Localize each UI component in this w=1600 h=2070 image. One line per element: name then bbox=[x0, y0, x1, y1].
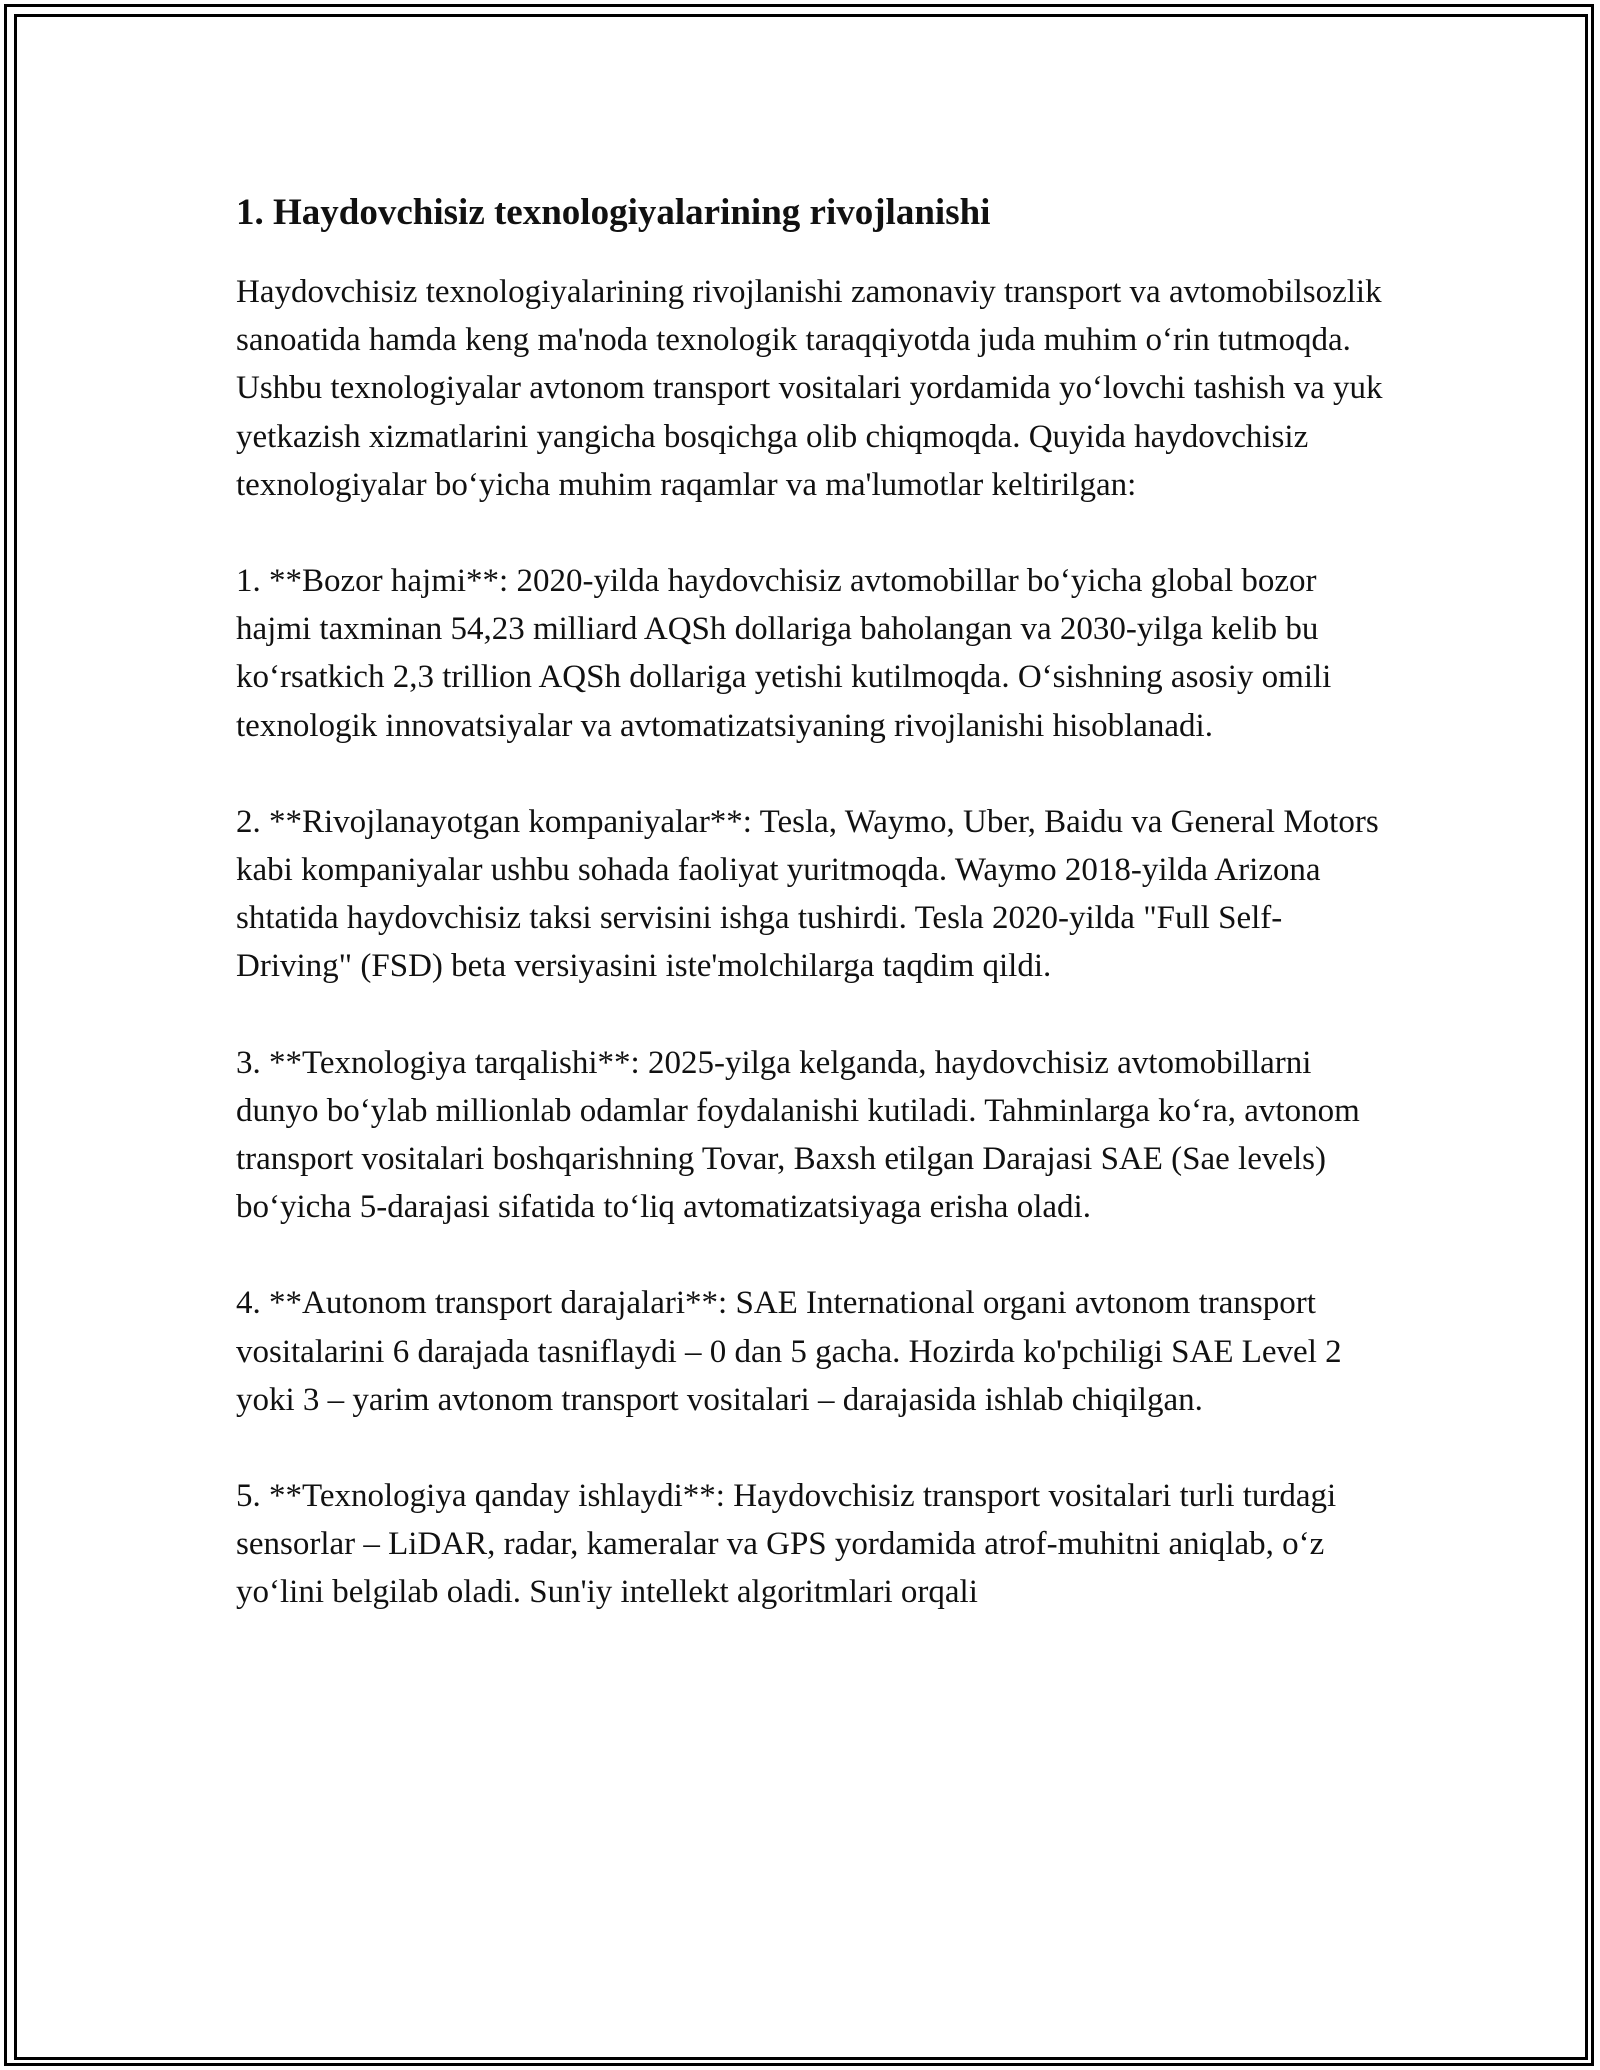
paragraph-adoption: 3. **Texnologiya tarqalishi**: 2025-yilga kelganda, haydovchisiz avtomobillarni dunyo bo‘ylab millionlab odamlar foydalanishi kutiladi. Tahminlarga ko‘ra, avtonom transport vositalari boshqarishning Tovar, Baxsh etilgan Darajasi SAE (Sae levels) bo‘yicha 5-darajasi sifatida to‘liq avtomatizatsiyaga erisha oladi. bbox=[236, 1044, 1360, 1226]
paragraph-companies: 2. **Rivojlanayotgan kompaniyalar**: Tesla, Waymo, Uber, Baidu va General Motors kabi kompaniyalar ushbu sohada faoliyat yuritmoqda. Waymo 2018-yilda Arizona shtatida haydovchisiz taksi servisini ishga tushirdi. Tesla 2020-yilda "Full Self-Driving" (FSD) beta versiyasini iste'molchilarga taqdim qildi. bbox=[236, 803, 1379, 985]
paragraph-market-size: 1. **Bozor hajmi**: 2020-yilda haydovchisiz avtomobillar bo‘yicha global bozor hajmi taxminan 54,23 milliard AQSh dollariga baholangan va 2030-yilga kelib bu ko‘rsatkich 2,3 trillion AQSh dollariga yetishi kutilmoqda. O‘sishning asosiy omili texnologik innovatsiyalar va avtomatizatsiyaning rivojlanishi hisoblanadi. bbox=[236, 563, 1332, 744]
paragraph-autonomy-levels: 4. **Autonom transport darajalari**: SAE International organi avtonom transport vositalarini 6 darajada tasniflaydi – 0 dan 5 gacha. Hozirda ko'pchiligi SAE Level 2 yoki 3 – yarim avtonom transport vositalari – darajasida ishlab chiqilgan. bbox=[236, 1285, 1342, 1418]
page-title: 1. Haydovchisiz texnologiyalarining rivojlanishi bbox=[236, 192, 991, 233]
paragraph-how-it-works: 5. **Texnologiya qanday ishlaydi**: Haydovchisiz transport vositalari turli turdagi sensorlar – LiDAR, radar, kameralar va GPS yordamida atrof-muhitni aniqlab, o‘z yo‘lini belgilab oladi. Sun'iy intellekt algoritmlari orqali bbox=[236, 1478, 1337, 1611]
document-body bbox=[236, 186, 1386, 1617]
intro-paragraph: Haydovchisiz texnologiyalarining rivojlanishi zamonaviy transport va avtomobilsozlik sanoatida hamda keng ma'noda texnologik taraqqiyotda juda muhim o‘rin tutmoqda. Ushbu texnologiyalar avtonom transport vositalari yordamida yo‘lovchi tashish va yuk yetkazish xizmatlarini yangicha bosqichga olib chiqmoqda. Quyida haydovchisiz texnologiyalar bo‘yicha muhim raqamlar va ma'lumotlar keltirilgan: bbox=[236, 274, 1383, 503]
